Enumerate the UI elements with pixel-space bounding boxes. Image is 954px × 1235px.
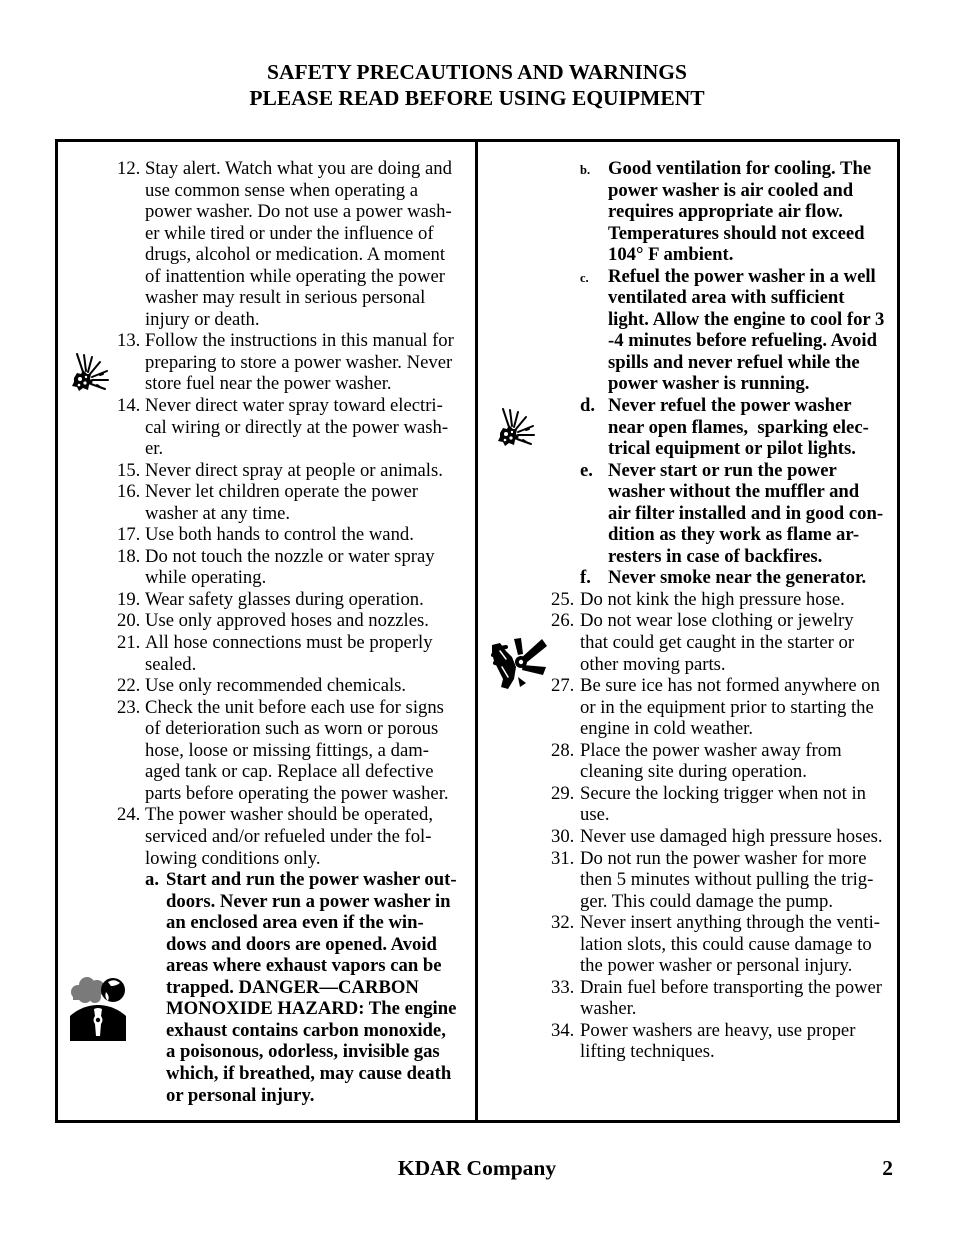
item-number: 32. xyxy=(551,912,575,934)
item-number: 20. xyxy=(117,610,141,632)
item-number: 27. xyxy=(551,675,575,697)
item-text: Power washers are heavy, use proper lifting techniques. xyxy=(580,1019,856,1063)
sub-item-text: Never start or run the power washer without the muffler and air filter installed and in good con- dition as they work as flame ar- resters in case of backfires. xyxy=(608,459,884,567)
list-item-30 xyxy=(551,826,884,848)
item-number: 12. xyxy=(117,158,141,179)
item-number: 24. xyxy=(117,804,141,826)
sub-item-label: f. xyxy=(580,567,591,589)
list-item-17 xyxy=(117,524,457,546)
item-number: 33. xyxy=(551,976,575,998)
title-line-1: SAFETY PRECAUTIONS AND WARNINGS xyxy=(267,60,687,84)
sub-item-a xyxy=(145,869,457,1106)
explosion-hazard-icon xyxy=(496,407,536,447)
item-number: 31. xyxy=(551,847,575,869)
list-item-12 xyxy=(117,158,457,330)
item-text: Never direct water spray toward electri- cal wiring or directly at the power wash- er. xyxy=(145,395,449,460)
sub-item-label: d. xyxy=(580,395,596,417)
sub-item-text: Never refuel the power washer near open flames, sparking elec- trical equipment or pilot lights. xyxy=(608,395,869,460)
item-number: 34. xyxy=(551,1019,575,1041)
sub-item-c xyxy=(580,266,884,395)
sub-item-f xyxy=(580,567,884,589)
item-number: 30. xyxy=(551,825,575,847)
list-item-21 xyxy=(117,632,457,675)
sub-item-b xyxy=(580,158,884,266)
sub-item-text: Start and run the power washer out- doors. Never run a power washer in an enclosed area even if the win- dows and doors are opened. Avoid areas where exhaust vapors can be trapped. DANGER—CARBON MONOXIDE HAZARD: The engine exhaust contains carbon monoxide, a poisonous, odorless, invisible gas which, if breathed, may cause death or personal injury. xyxy=(166,869,457,1106)
item-text: Do not touch the nozzle or water spray while operating. xyxy=(145,545,435,589)
footer-company: KDAR Company xyxy=(397,1156,557,1180)
right-column xyxy=(551,158,884,1063)
item-text: Never let children operate the power washer at any time. xyxy=(145,481,418,524)
title-line-2: PLEASE READ BEFORE USING EQUIPMENT xyxy=(249,86,705,110)
list-item-33 xyxy=(551,977,884,1020)
item-text: Do not wear lose clothing or jewelry that could get caught in the starter or other moving parts. xyxy=(580,610,855,675)
item-text: The power washer should be operated, serviced and/or refueled under the fol- lowing conditions only. xyxy=(145,804,434,869)
item-text: Stay alert. Watch what you are doing and use common sense when operating a power washer. Do not use a power wash- er while tired or under the influence of drugs, alcohol or medication. A moment of inattention while operating the power washer may result in serious personal injury or death. xyxy=(145,158,452,330)
item-number: 22. xyxy=(117,675,141,697)
item-text: Do not run the power washer for more then 5 minutes without pulling the trig- ger. This could damage the pump. xyxy=(580,847,874,912)
item-number: 17. xyxy=(117,524,141,546)
item-text: Follow the instructions in this manual for preparing to store a power washer. Never store fuel near the power washer. xyxy=(145,330,454,395)
sub-item-text: Refuel the power washer in a well ventilated area with sufficient light. Allow the engine to cool for 3 -4 minutes before refueling. Avoid spills and never refuel while the power washer is running. xyxy=(608,265,885,395)
item-text: Never use damaged high pressure hoses. xyxy=(580,825,883,847)
item-number: 26. xyxy=(551,610,575,632)
list-item-31 xyxy=(551,848,884,913)
item-text: Use only approved hoses and nozzles. xyxy=(145,610,429,632)
sub-item-text: Good ventilation for cooling. The power washer is air cooled and requires appropriate air flow. Temperatures should not exceed 104° F ambient. xyxy=(608,158,872,266)
list-item-34 xyxy=(551,1020,884,1063)
item-number: 15. xyxy=(117,459,141,481)
sub-item-label: b. xyxy=(580,163,591,177)
item-number: 14. xyxy=(117,395,141,417)
item-text: Do not kink the high pressure hose. xyxy=(580,588,845,610)
list-item-16 xyxy=(117,481,457,524)
list-item-28 xyxy=(551,740,884,783)
list-item-22 xyxy=(117,675,457,697)
list-item-19 xyxy=(117,589,457,611)
item-text: Place the power washer away from cleaning site during operation. xyxy=(580,739,842,783)
sub-item-label: c. xyxy=(580,270,589,285)
list-item-18 xyxy=(117,546,457,589)
page-title xyxy=(0,59,954,111)
list-item-24 xyxy=(117,804,457,869)
list-item-15 xyxy=(117,460,457,482)
item-text: Check the unit before each use for signs of deterioration such as worn or porous hose, loose or missing fittings, a dam- aged tank or cap. Replace all defective parts before operating the power washer. xyxy=(145,696,449,804)
item-text: Drain fuel before transporting the power washer. xyxy=(580,976,883,1020)
item-number: 25. xyxy=(551,588,575,610)
item-number: 13. xyxy=(117,330,141,352)
list-item-20 xyxy=(117,610,457,632)
item-number: 16. xyxy=(117,481,141,503)
list-item-14 xyxy=(117,395,457,460)
left-column xyxy=(117,158,457,1106)
list-item-27 xyxy=(551,675,884,740)
sub-item-label: e. xyxy=(580,459,593,481)
sub-item-text: Never smoke near the generator. xyxy=(608,567,867,589)
page-number: 2 xyxy=(882,1156,893,1180)
explosion-hazard-icon xyxy=(70,352,110,392)
item-text: Never direct spray at people or animals. xyxy=(145,459,443,481)
sub-item-e xyxy=(580,460,884,568)
item-number: 29. xyxy=(551,782,575,804)
list-item-25 xyxy=(551,589,884,611)
item-number: 23. xyxy=(117,696,141,718)
item-text: Be sure ice has not formed anywhere on or in the equipment prior to starting the engine in cold weather. xyxy=(580,675,880,740)
sub-item-d xyxy=(580,395,884,460)
column-divider xyxy=(475,139,478,1123)
item-number: 18. xyxy=(117,545,141,567)
list-item-29 xyxy=(551,783,884,826)
list-item-13 xyxy=(117,330,457,395)
list-item-32 xyxy=(551,912,884,977)
item-text: Never insert anything through the venti- lation slots, this could cause damage to the power washer or personal injury. xyxy=(580,912,880,977)
item-text: Wear safety glasses during operation. xyxy=(145,588,424,610)
item-number: 28. xyxy=(551,739,575,761)
item-text: All hose connections must be properly sealed. xyxy=(145,632,433,675)
sub-item-label: a. xyxy=(145,869,159,891)
item-number: 21. xyxy=(117,632,141,654)
list-item-23 xyxy=(117,697,457,805)
list-item-26 xyxy=(551,610,884,675)
item-text: Secure the locking trigger when not in use. xyxy=(580,782,866,826)
toxic-fumes-hazard-icon xyxy=(70,974,126,1041)
item-text: Use both hands to control the wand. xyxy=(145,524,414,546)
item-text: Use only recommended chemicals. xyxy=(145,675,407,697)
entanglement-hazard-icon xyxy=(490,637,548,691)
item-number: 19. xyxy=(117,588,141,610)
